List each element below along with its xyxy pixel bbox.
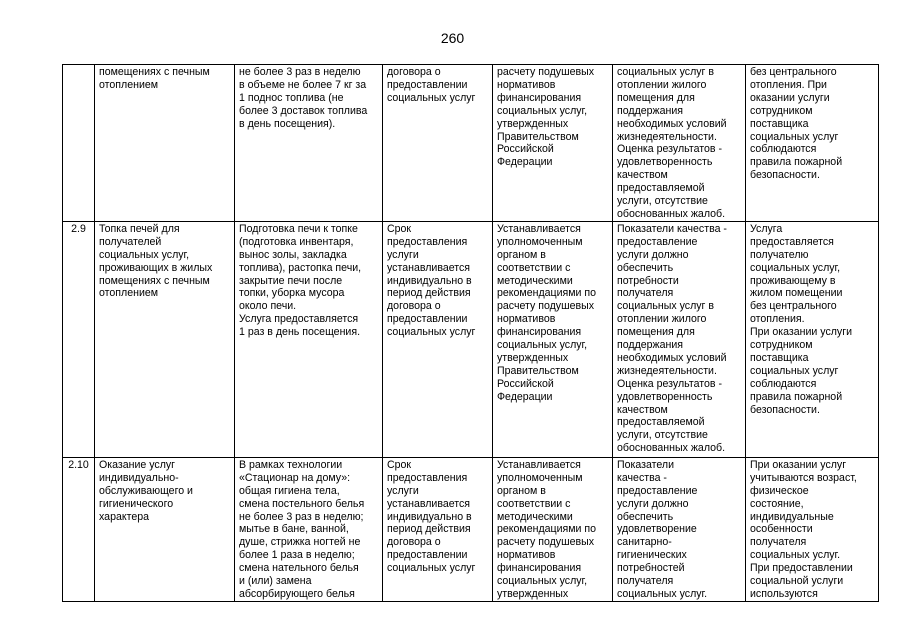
service-cost-cell: Устанавливается уполномоченным органом в соответствии с методическими рекомендациями по расчету подушевых нормативов финансирования социальных услуг, утвержденных	[493, 457, 613, 601]
service-conditions-cell: Услуга предоставляется получателю социальных услуг, проживающему в жилом помещении без центрального отопления. При оказании услуги сотрудником поставщика социальных услуг соблюдаются правила пожарной безопасности.	[746, 221, 879, 457]
service-content-cell: В рамках технологии «Стационар на дому»: общая гигиена тела, смена постельного белья не более 3 раз в неделю; мытье в бане, ванной, душе, стрижка ногтей не более 1 раза в неделю; смена нательного белья и (или) замена абсорбирующего белья	[235, 457, 383, 601]
table-row	[63, 65, 879, 222]
row-number-cell: 2.10	[63, 457, 95, 601]
service-name-cell: Топка печей для получателей социальных услуг, проживающих в жилых помещениях с печным отоплением	[95, 221, 235, 457]
row-number-cell: 2.9	[63, 221, 95, 457]
service-content-cell: не более 3 раз в неделю в объеме не более 7 кг за 1 поднос топлива (не более 3 доставок топлива в день посещения).	[235, 65, 383, 222]
service-term-cell: Срок предоставления услуги устанавливается индивидуально в период действия договора о предоставлении социальных услуг	[383, 221, 493, 457]
service-cost-cell: Устанавливается уполномоченным органом в соответствии с методическими рекомендациями по расчету подушевых нормативов финансирования социальных услуг, утвержденных Правительством Российской Федерации	[493, 221, 613, 457]
table-row	[63, 457, 879, 601]
services-table	[62, 64, 879, 602]
service-conditions-cell: без центрального отопления. При оказании услуги сотрудником поставщика социальных услуг соблюдаются правила пожарной безопасности.	[746, 65, 879, 222]
table-row	[63, 221, 879, 457]
service-term-cell: договора о предоставлении социальных услуг	[383, 65, 493, 222]
service-name-cell: помещениях с печным отоплением	[95, 65, 235, 222]
service-quality-cell: Показатели качества - предоставление услуги должно обеспечить потребности получателя социальных услуг в отоплении жилого помещения для поддержания необходимых условий жизнедеятельности. Оценка результатов - удовлетворенность качеством предоставляемой услуги, отсутствие обоснованных жалоб.	[613, 221, 746, 457]
service-conditions-cell: При оказании услуг учитываются возраст, физическое состояние, индивидуальные особенности получателя социальных услуг. При предоставлении социальной услуги используются	[746, 457, 879, 601]
service-quality-cell: социальных услуг в отоплении жилого помещения для поддержания необходимых условий жизнедеятельности. Оценка результатов - удовлетворенность качеством предоставляемой услуги, отсутствие обоснованных жалоб.	[613, 65, 746, 222]
row-number-cell	[63, 65, 95, 222]
page-number: 260	[440, 30, 465, 46]
service-content-cell: Подготовка печи к топке (подготовка инвентаря, вынос золы, закладка топлива), растопка печи, закрытие печи после топки, уборка мусора около печи. Услуга предоставляется 1 раз в день посещения.	[235, 221, 383, 457]
service-term-cell: Срок предоставления услуги устанавливается индивидуально в период действия договора о предоставлении социальных услуг	[383, 457, 493, 601]
service-quality-cell: Показатели качества - предоставление услуги должно обеспечить удовлетворение санитарно- гигиенических потребностей получателя социальных услуг.	[613, 457, 746, 601]
service-name-cell: Оказание услуг индивидуально- обслуживающего и гигиенического характера	[95, 457, 235, 601]
service-cost-cell: расчету подушевых нормативов финансирования социальных услуг, утвержденных Правительством Российской Федерации	[493, 65, 613, 222]
